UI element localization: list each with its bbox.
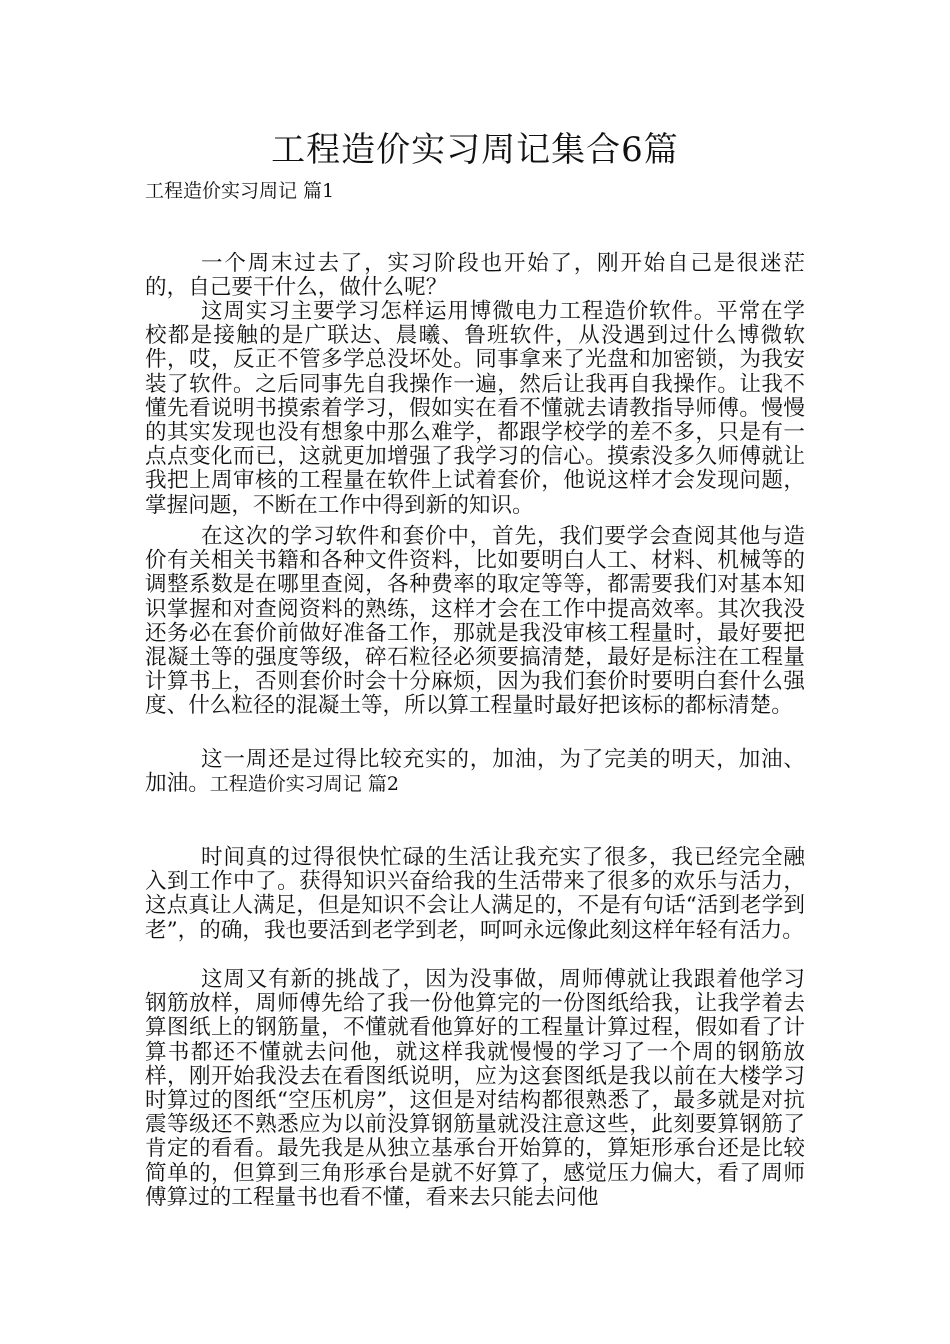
paragraph-text: 这一周还是过得比较充实的，加油，为了完美的明天，加油、加油。 xyxy=(145,747,805,797)
paragraph-with-next-heading xyxy=(145,748,805,796)
section-heading-1: 工程造价实习周记 篇1 xyxy=(145,180,335,202)
paragraph: 这周实习主要学习怎样运用博微电力工程造价软件。平常在学校都是接触的是广联达、晨曦、鲁班软件，从没遇到过什么博微软件，哎，反正不管多学总没坏处。同事拿来了光盘和加密锁，为我安装了软件。之后同事先自我操作一遍，然后让我再自我操作。让我不懂先看说明书摸索着学习，假如实在看不懂就去请教指导师傅。慢慢的其实发现也没有想象中那么难学，都跟学校学的差不多，只是有一点点变化而已，这就更加增强了我学习的信心。摸索没多久师傅就让我把上周审核的工程量在软件上试着套价，他说这样才会发现问题，掌握问题，不断在工作中得到新的知识。 xyxy=(145,299,805,518)
section-heading-2: 工程造价实习周记 篇2 xyxy=(209,773,399,796)
paragraph: 时间真的过得很快忙碌的生活让我充实了很多，我已经完全融入到工作中了。获得知识兴奋给我的生活带来了很多的欢乐与活力，这点真让人满足，但是知识不会让人满足的，不是有句话“活到老学到老”，的确，我也要活到老学到老，呵呵永远像此刻这样年轻有活力。 xyxy=(145,845,805,943)
paragraph: 这周又有新的挑战了，因为没事做，周师傅就让我跟着他学习钢筋放样，周师傅先给了我一份他算完的一份图纸给我，让我学着去算图纸上的钢筋量，不懂就看他算好的工程量计算过程，假如看了计算书都还不懂就去问他，就这样我就慢慢的学习了一个周的钢筋放样，刚开始我没去在看图纸说明，应为这套图纸是我以前在大楼学习时算过的图纸“空压机房”，这但是对结构都很熟悉了，最多就是对抗震等级还不熟悉应为以前没算钢筋量就没注意这些，此刻要算钢筋了肯定的看看。最先我是从独立基承台开始算的，算矩形承台还是比较简单的，但算到三角形承台是就不好算了，感觉压力偏大，看了周师傅算过的工程量书也看不懂，看来去只能去问他 xyxy=(145,967,805,1210)
paragraph: 在这次的学习软件和套价中，首先，我们要学会查阅其他与造价有关相关书籍和各种文件资料，比如要明白人工、材料、机械等的调整系数是在哪里查阅，各种费率的取定等等，都需要我们对基本知识掌握和对查阅资料的熟练，这样才会在工作中提高效率。其次我没还务必在套价前做好准备工作，那就是我没审核工程量时，最好要把混凝土等的强度等级，碎石粒径必须要搞清楚，最好是标注在工程量计算书上，否则套价时会十分麻烦，因为我们套价时要明白套什么强度、什么粒径的混凝土等，所以算工程量时最好把该标的都标清楚。 xyxy=(145,524,805,719)
document-title: 工程造价实习周记集合6篇 xyxy=(271,130,679,170)
paragraph: 一个周末过去了，实习阶段也开始了，刚开始自己是很迷茫的，自己要干什么，做什么呢？ xyxy=(145,251,805,301)
